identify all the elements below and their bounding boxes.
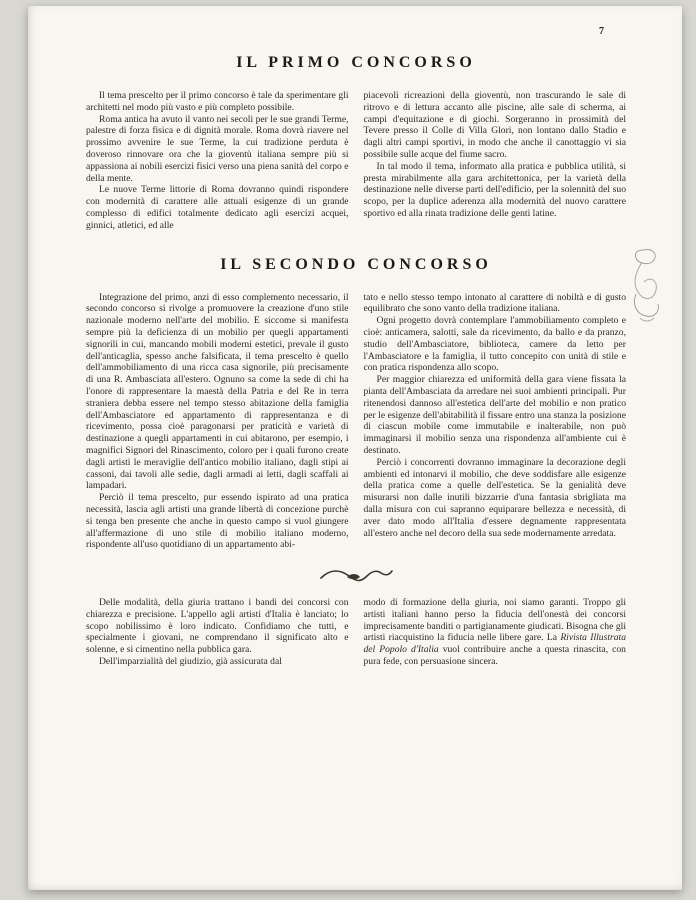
paragraph: Roma antica ha avuto il vanto nei secoli per le sue grandi Terme, palestre di forza fisica e di dignità morale. Roma dovrà riavere nel prossimo avvenire le sue Terme, la cui tradizione perduta è doveroso rinnovare ora che la gioventù italiana sempre più si appassiona ai nobili esercizi fisici verso una piena sanità del corpo e della mente. bbox=[86, 113, 349, 184]
paragraph: Il tema prescelto per il primo concorso è tale da sperimentare gli architetti nel modo più vasto e più completo possibile. bbox=[86, 90, 349, 113]
section2-columns bbox=[86, 292, 626, 552]
document-page bbox=[28, 6, 682, 890]
paragraph: Ogni progetto dovrà contemplare l'ammobiliamento completo e cioè: anticamera, salotti, sale da ricevimento, da ballo e da pranzo, studio dell'Ambasciatore, biblioteca, camere da letto per l'Ambasciatore e la famiglia, il tutto concepito con unità di stile e con pratica rispondenza allo scopo. bbox=[363, 315, 626, 374]
paragraph: Perciò i concorrenti dovranno immaginare la decorazione degli ambienti ed intonarvi il mobilio, che deve soddisfare alle esigenze della pratica come a quelle dell'estetica. Se la genialità deve misurarsi non dalle inutili bizzarrie d'una fantasia sbrigliata ma dalla misura con cui sapranno equiparare bellezza e necessità, di aver dato modo all'Italia d'essere degnamente rappresentata all'estero anche nel decoro della sua sede modernamente arredata. bbox=[363, 456, 626, 539]
paragraph-text: vuol contribuire anche a questa rinascita, con pura fede, con persuasione sincera. bbox=[363, 644, 626, 668]
paragraph: piacevoli ricreazioni della gioventù, non trascurando le sale di ritrovo e di lettura accanto alle piscine, alle sale di scherma, ai campi d'equitazione e di giochi. Sorgeranno in prossimità del Tevere presso il Colle di Villa Glori, non lontano dallo Stadio e dagli altri campi sportivi, in modo che anche il canottaggio vi sia possibile sulle acque del fiume sacro. bbox=[363, 90, 626, 160]
section1-right-column bbox=[364, 90, 627, 232]
swash-divider-icon bbox=[86, 564, 626, 588]
paragraph: tato e nello stesso tempo intonato al carattere di nobiltà e di gusto equilibrato che sono vanto della tradizione italiana. bbox=[363, 291, 626, 315]
margin-sketch-icon bbox=[618, 242, 670, 326]
paragraph: In tal modo il tema, informato alla pratica e pubblica utilità, si presta mirabilmente alla gara architettonica, per la varietà della destinazione nelle diverse parti dell'edificio, per la solennità del suo scopo, per la duplice aderenza alla modernità del nuovo carattere sportivo ed alla rinata tradizione delle genti latine. bbox=[363, 160, 626, 219]
paragraph: Perciò il tema prescelto, pur essendo ispirato ad una pratica necessità, lascia agli artisti una grande libertà di concezione purchè si tenga ben presente che anche in questo campo si vuol giungere all'affermazione di uno stile di mobilio italiano moderno, rispondente all'uso quotidiano di un appartamento abi- bbox=[86, 492, 349, 551]
section3-columns bbox=[86, 597, 626, 668]
journal-title: Rivista Illustrata del Popolo d'Italia bbox=[363, 632, 626, 656]
paragraph: Dell'imparzialità del giudizio, già assicurata dal bbox=[99, 656, 282, 668]
section2-left-column bbox=[86, 292, 349, 552]
paragraph: Integrazione del primo, anzi di esso complemento necessario, il secondo concorso si rivolge a promuovere la creazione d'uno stile nazionale moderno nell'arte del mobilio. E siccome si manifesta sempre più la deficienza di un mobilio per quegli appartamenti signorili in cui, mancando mobili moderni estetici, prevale il gusto dell'anticaglia, spesso anche falsificata, il tema prescelto è quello dell'ammobiliamento di una ricca casa signorile, più precisamente di una R. Ambasciata all'estero. Ognuno sa come la sede di chi ha l'onore di rappresentare la maestà della Patria e del Re in terra straniera debba essere nel tempo stesso abitazione della famiglia dell'Ambasciatore ed appartamento di rappresentanza e di ricevimento, possa cioè paragonarsi per praticità e varietà di destinazione a quegli appartamenti in cui abitarono, per esempio, i magnifici Signori del Rinascimento, coloro per i quali furono create dagli artisti le meraviglie dell'antico mobilio italiano, dagli stipi ai cassoni, dai tavoli alle sedie, dagli armadi ai letti, dagli scaffali ai lampadari. bbox=[86, 291, 349, 492]
section1-left-column bbox=[86, 90, 349, 232]
section1-title: IL PRIMO CONCORSO bbox=[236, 54, 476, 71]
section3-right-column bbox=[364, 597, 627, 668]
paragraph bbox=[364, 597, 627, 668]
paragraph: Delle modalità, della giuria trattano i bandi dei concorsi con chiarezza e precisione. L'appello agli artisti d'Italia è lanciato; lo scopo nobilissimo è loro indicato. Confidiamo che tutti, e specialmente i giovani, ne comprendano il significato alto e solenne, e si cimentino nella pubblica gara. bbox=[86, 597, 349, 656]
section3-left-column bbox=[86, 597, 349, 668]
paragraph: Per maggior chiarezza ed uniformità della gara viene fissata la pianta dell'Ambasciata da arredare nei suoi ambienti principali. Pur ritenendosi dannoso all'estetica dell'arte del mobilio e non pratico per le esigenze dell'abitabilità il fissare entro una stanza la posizione di ciascun mobile come immutabile e inalterabile, non può immaginarsi il mobilio senza una rispondenza all'ambiente cui è destinato. bbox=[363, 374, 626, 456]
section2-right-column bbox=[364, 292, 627, 552]
section1-columns bbox=[86, 90, 626, 232]
paragraph: Le nuove Terme littorie di Roma dovranno quindi rispondere con modernità di carattere alle attuali esigenze di un grande complesso di edifici totalmente dedicato agli esercizi acquei, ginnici, atletici, ed alle bbox=[86, 184, 349, 231]
page-number: 7 bbox=[599, 26, 604, 37]
section2-title: IL SECONDO CONCORSO bbox=[220, 255, 492, 273]
paragraph-text: modo di formazione della giuria, noi siamo garanti. Troppo gli artisti italiani hanno perso la fiducia dell'onestà dei concorsi imprecisamente banditi o partigianamente giudicati. Bisogna che gli artisti riacquistino la fiducia nelle libere gare. La bbox=[363, 597, 626, 644]
